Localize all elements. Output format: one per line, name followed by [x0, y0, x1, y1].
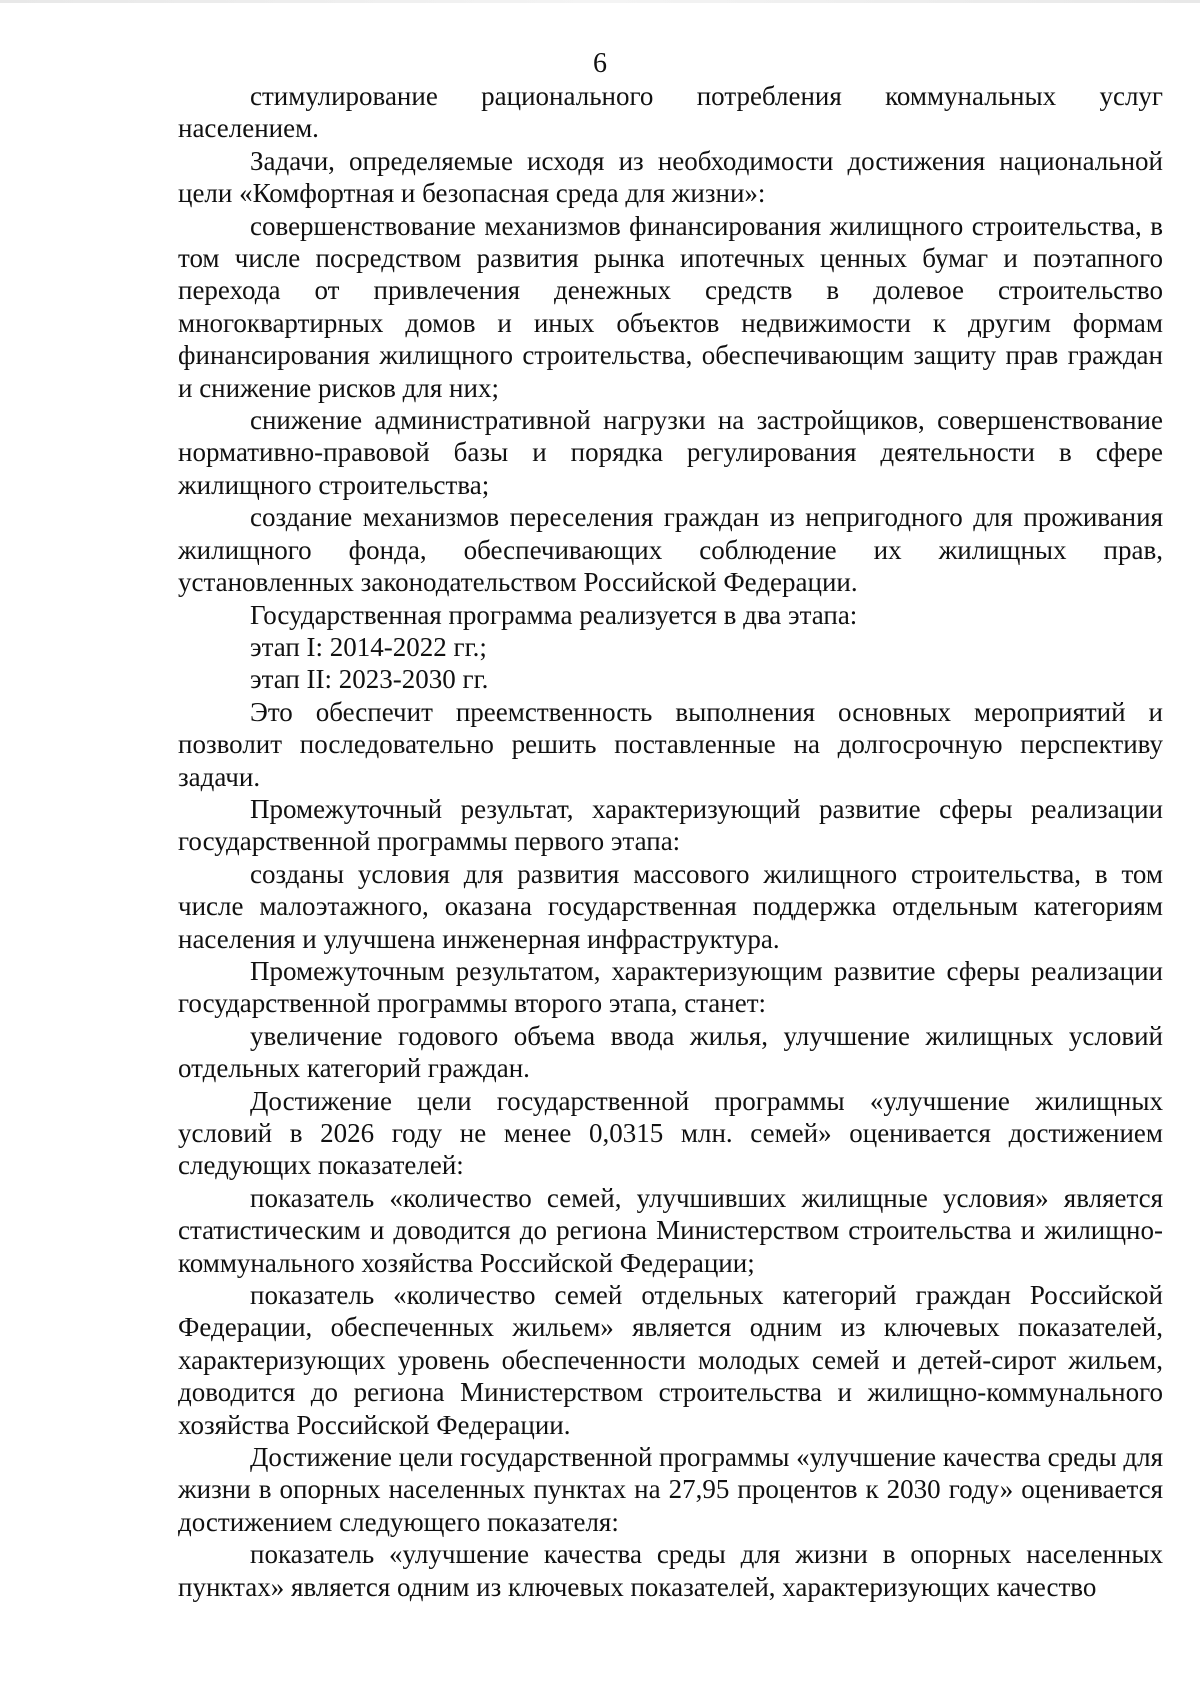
paragraph: Промежуточным результатом, характеризующим развитие сферы реализации государственной программы второго этапа, станет:: [178, 955, 1163, 1019]
paragraph: Задачи, определяемые исходя из необходимости достижения национальной цели «Комфортная и безопасная среда для жизни»:: [178, 145, 1163, 209]
paragraph: показатель «улучшение качества среды для жизни в опорных населенных пунктах» является одним из ключевых показателей, характеризующих качество: [178, 1539, 1163, 1602]
paragraph: этап I: 2014-2022 гг.;: [250, 631, 487, 662]
paragraph: стимулирование рационального потребления коммунальных услуг населением.: [178, 81, 1163, 144]
paragraph: Достижение цели государственной программы «улучшение жилищных условий в 2026 году не менее 0,0315 млн. семей» оценивается достижением следующих показателей:: [178, 1085, 1163, 1181]
page-number: 6: [593, 48, 607, 79]
paragraph: показатель «количество семей отдельных категорий граждан Российской Федерации, обеспеченных жильем» является одним из ключевых показателей, характеризующих уровень обеспеченности молодых семей и детей-сирот жильем, доводится до региона Министерством строительства и жилищно-коммунального хозяйства Российской Федерации.: [178, 1280, 1163, 1440]
paragraph: увеличение годового объема ввода жилья, улучшение жилищных условий отдельных категорий граждан.: [178, 1020, 1163, 1084]
paragraph: показатель «количество семей, улучшивших жилищные условия» является статистическим и доводится до региона Министерством строительства и жилищно-коммунального хозяйства Российской Федерации;: [178, 1182, 1163, 1278]
paragraph: Государственная программа реализуется в два этапа:: [250, 599, 858, 630]
scan-edge: [0, 0, 1200, 3]
paragraph: Достижение цели государственной программы «улучшение качества среды для жизни в опорных населенных пунктах на 27,95 процентов к 2030 году» оценивается достижением следующего показателя:: [178, 1442, 1163, 1537]
paragraph: Это обеспечит преемственность выполнения основных мероприятий и позволит последовательно решить поставленные на долгосрочную перспективу задачи.: [178, 696, 1163, 792]
paragraph: созданы условия для развития массового жилищного строительства, в том числе малоэтажного, оказана государственная поддержка отдельным категориям населения и улучшена инженерная инфраструктура.: [178, 858, 1163, 954]
paragraph: совершенствование механизмов финансирования жилищного строительства, в том числе посредством развития рынка ипотечных ценных бумаг и поэтапного перехода от привлечения денежных средств в долевое строительство многоквартирных домов и иных объектов недвижимости к другим формам финансирования жилищного строительства, обеспечивающим защиту прав граждан и снижение рисков для них;: [178, 210, 1163, 403]
paragraph: снижение административной нагрузки на застройщиков, совершенствование нормативно-правовой базы и порядка регулирования деятельности в сфере жилищного строительства;: [178, 405, 1163, 500]
paragraph: этап II: 2023-2030 гг.: [250, 664, 489, 695]
paragraph: Промежуточный результат, характеризующий развитие сферы реализации государственной программы первого этапа:: [178, 793, 1163, 857]
paragraph: создание механизмов переселения граждан из непригодного для проживания жилищного фонда, обеспечивающих соблюдение их жилищных прав, установленных законодательством Российской Федерации.: [178, 502, 1163, 598]
document-body: [178, 80, 1163, 1603]
